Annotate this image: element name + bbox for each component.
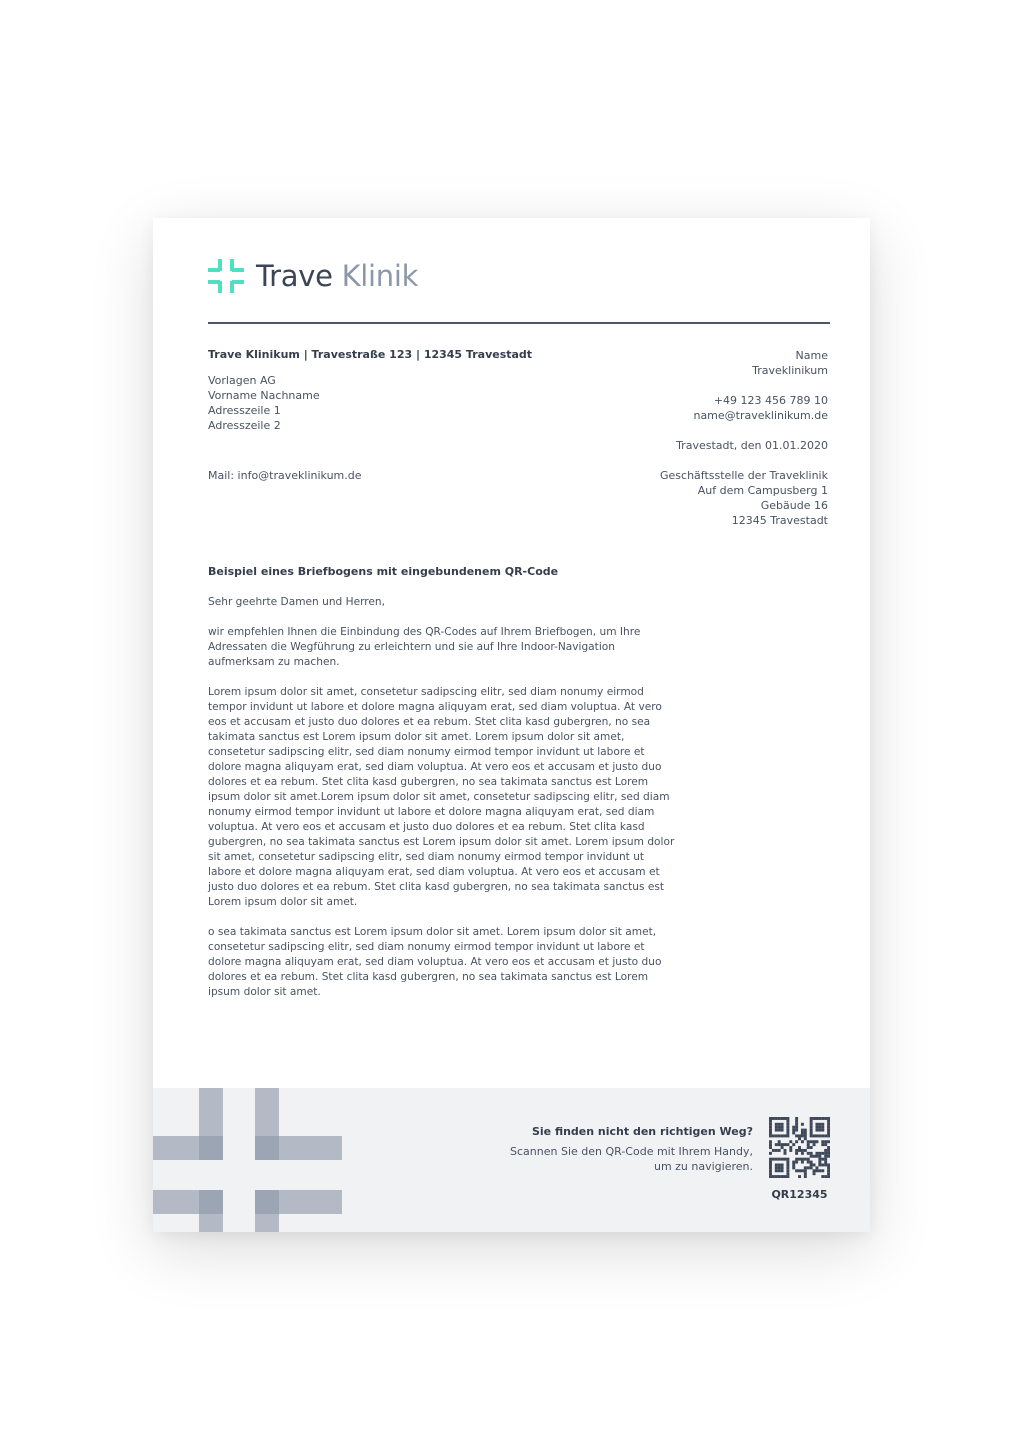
footer-line: um zu navigieren. [653, 1160, 753, 1173]
office-line: Gebäude 16 [760, 499, 828, 512]
contact-block [660, 348, 828, 528]
recipient-address [208, 373, 320, 433]
office-line: Auf dem Campusberg 1 [697, 484, 828, 497]
qr-label: QR12345 [771, 1188, 828, 1201]
logo-wordmark [256, 258, 418, 294]
contact-name: Name [795, 349, 828, 362]
body-paragraph: o sea takimata sanctus est Lorem ipsum dolor sit amet. Lorem ipsum dolor sit amet, consetetur sadipscing elitr, sed diam nonumy eirmod tempor invidunt ut labore et dolore magna aliquyam erat, sed diam voluptua. At vero eos et accusam et justo duo dolores et ea rebum. Stet clita kasd gubergren, no sea takimata sanctus est Lorem ipsum dolor sit amet. [208, 926, 662, 998]
logo [208, 258, 418, 294]
footer-band [153, 1088, 870, 1232]
footer-line: Scannen Sie den QR-Code mit Ihrem Handy, [510, 1145, 753, 1158]
recipient-line: Vorname Nachname [208, 389, 320, 402]
logo-word-trave: Trave [256, 259, 333, 293]
letter-date: Travestadt, den 01.01.2020 [676, 439, 828, 452]
letter-body [208, 595, 680, 1015]
office-line: 12345 Travestadt [731, 514, 828, 527]
footer-text [510, 1125, 753, 1174]
footer-title: Sie finden nicht den richtigen Weg? [531, 1125, 753, 1138]
cross-pattern-icon [153, 1088, 353, 1232]
recipient-line: Vorlagen AG [208, 374, 276, 387]
salutation: Sehr geehrte Damen und Herren, [208, 596, 386, 608]
body-paragraph: Lorem ipsum dolor sit amet, consetetur sadipscing elitr, sed diam nonumy eirmod tempor invidunt ut labore et dolore magna aliquyam erat, sed diam voluptua. At vero eos et accusam et justo duo dolores et ea rebum. Stet clita kasd gubergren, no sea takimata sanctus est Lorem ipsum dolor sit amet. Lorem ipsum dolor sit amet, consetetur sadipscing elitr, sed diam nonumy eirmod tempor invidunt ut labore et dolore magna aliquyam erat, sed diam voluptua. At vero eos et accusam et justo duo dolores et ea rebum. Stet clita kasd gubergren, no sea takimata sanctus est Lorem ipsum dolor sit amet.Lorem ipsum dolor sit amet, consetetur sadipscing elitr, sed diam nonumy eirmod tempor invidunt ut labore et dolore magna aliquyam erat, sed diam voluptua. At vero eos et accusam et justo duo dolores et ea rebum. Stet clita kasd gubergren, no sea takimata sanctus est Lorem ipsum dolor sit amet. Lorem ipsum dolor sit amet, consetetur sadipscing elitr, sed diam nonumy eirmod tempor invidunt ut labore et dolore magna aliquyam erat, sed diam voluptua. At vero eos et accusam et justo duo dolores et ea rebum. Stet clita kasd gubergren, no sea takimata sanctus est Lorem ipsum dolor sit amet. [208, 686, 675, 908]
header-divider [208, 322, 830, 324]
contact-email: name@traveklinikum.de [693, 409, 828, 422]
mail-line: Mail: info@traveklinikum.de [208, 469, 362, 482]
sender-line: Trave Klinikum | Travestraße 123 | 12345 Travestadt [208, 348, 533, 361]
footer-instructions [510, 1144, 753, 1174]
letter-subject: Beispiel eines Briefbogens mit eingebundenem QR-Code [208, 565, 559, 578]
logo-word-klinik: Klinik [341, 259, 419, 293]
recipient-line: Adresszeile 2 [208, 419, 281, 432]
contact-org: Traveklinikum [752, 364, 828, 377]
qr-code-icon[interactable] [769, 1117, 830, 1178]
contact-phone: +49 123 456 789 10 [713, 394, 828, 407]
body-paragraph: wir empfehlen Ihnen die Einbindung des QR-Codes auf Ihrem Briefbogen, um Ihre Adressaten die Wegführung zu erleichtern und sie auf Ihre Indoor-Navigation aufmerksam zu machen. [208, 626, 641, 668]
letter-page [153, 218, 870, 1232]
office-line: Geschäftsstelle der Traveklinik [660, 469, 828, 482]
medical-cross-icon [208, 258, 244, 294]
recipient-line: Adresszeile 1 [208, 404, 281, 417]
